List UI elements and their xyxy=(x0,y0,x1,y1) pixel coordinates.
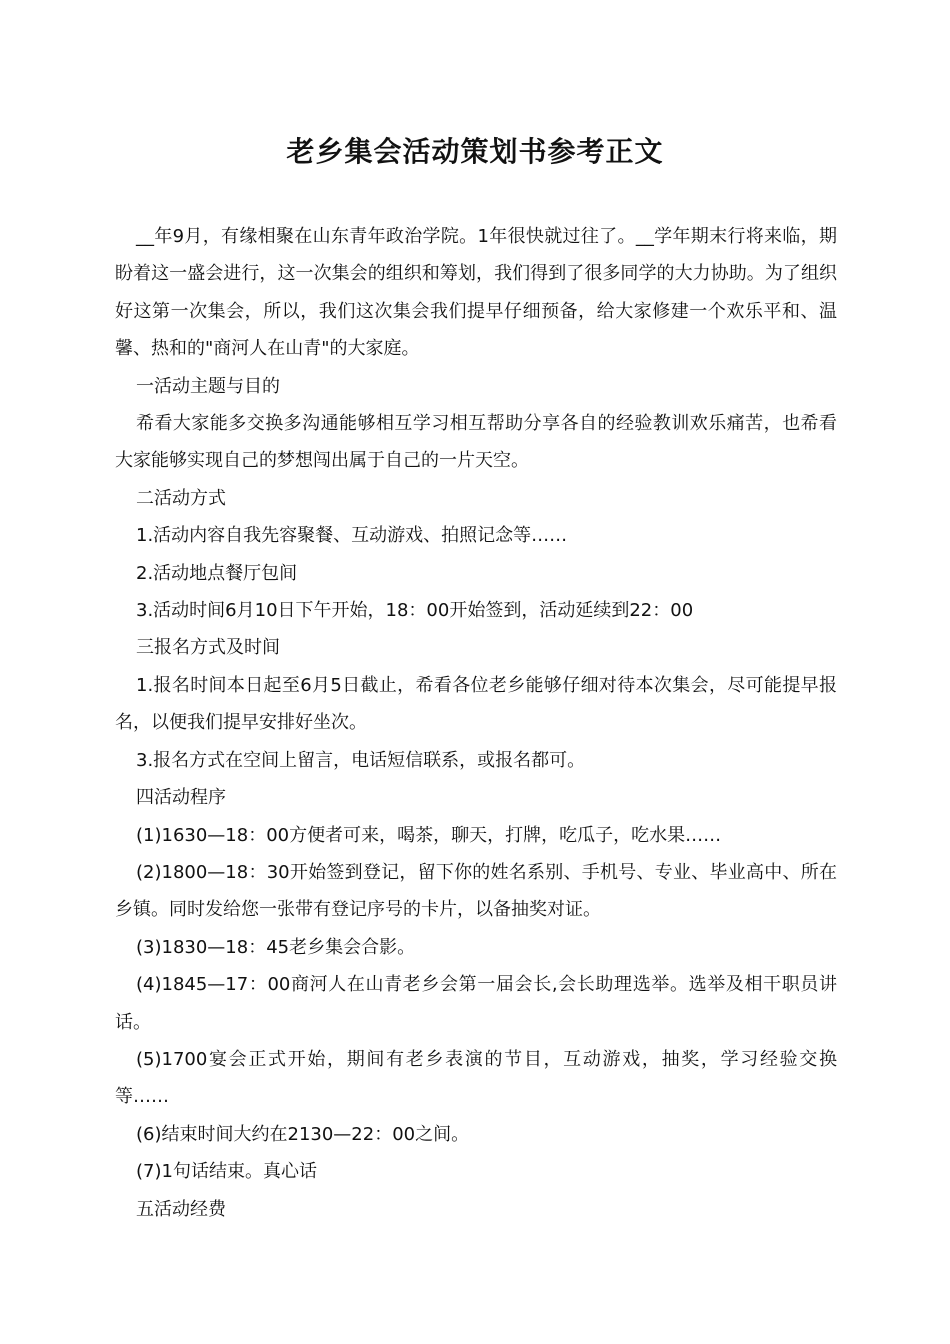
list-item: 1.报名时间本日起至6月5日截止，希看各位老乡能够仔细对待本次集会，尽可能提早报名，以便我们提早安排好坐次。 xyxy=(115,674,837,734)
heading-activity-format: 二活动方式 xyxy=(136,487,226,509)
heading-budget: 五活动经费 xyxy=(136,1198,226,1220)
heading-registration: 三报名方式及时间 xyxy=(136,637,280,659)
heading-theme-purpose: 一活动主题与目的 xyxy=(136,375,280,397)
list-item: (1)1630—18：00方便者可来，喝茶，聊天，打牌，吃瓜子，吃水果…… xyxy=(136,824,722,846)
list-item: (6)结束时间大约在2130—22：00之间。 xyxy=(136,1123,470,1145)
heading-program: 四活动程序 xyxy=(136,787,226,809)
document-title: 老乡集会活动策划书参考正文 xyxy=(286,135,664,168)
list-item: (7)1句话结束。真心话 xyxy=(136,1161,317,1183)
list-item: (3)1830—18：45老乡集会合影。 xyxy=(136,936,416,958)
paragraph-intro: __年9月，有缘相聚在山东青年政治学院。1年很快就过往了。__学年期末行将来临，期盼着这一盛会进行，这一次集会的组织和筹划，我们得到了很多同学的大力协助。为了组织好这第一次集会，所以，我们这次集会我们提早仔细预备，给大家修建一个欢乐平和、温馨、热和的"商河人在山青"的大家庭。 xyxy=(115,226,837,360)
list-item: 1.活动内容自我先容聚餐、互动游戏、拍照记念等…… xyxy=(136,525,568,547)
list-item: (5)1700宴会正式开始，期间有老乡表演的节目，互动游戏，抽奖，学习经验交换等…… xyxy=(115,1048,837,1108)
paragraph-hope: 希看大家能多交换多沟通能够相互学习相互帮助分享各自的经验教训欢乐痛苦，也希看大家能够实现自己的梦想闯出属于自己的一片天空。 xyxy=(115,413,837,472)
document-body xyxy=(115,218,837,1228)
list-item: 2.活动地点餐厅包间 xyxy=(136,562,298,584)
list-item: (4)1845—17：00商河人在山青老乡会第一届会长,会长助理选举。选举及相干职员讲话。 xyxy=(115,974,837,1033)
list-item: 3.报名方式在空间上留言，电话短信联系，或报名都可。 xyxy=(136,749,586,771)
list-item: (2)1800—18：30开始签到登记，留下你的姓名系别、手机号、专业、毕业高中、所在乡镇。同时发给您一张带有登记序号的卡片，以备抽奖对证。 xyxy=(115,861,837,921)
list-item: 3.活动时间6月10日下午开始，18：00开始签到，活动延续到22：00 xyxy=(136,600,694,622)
